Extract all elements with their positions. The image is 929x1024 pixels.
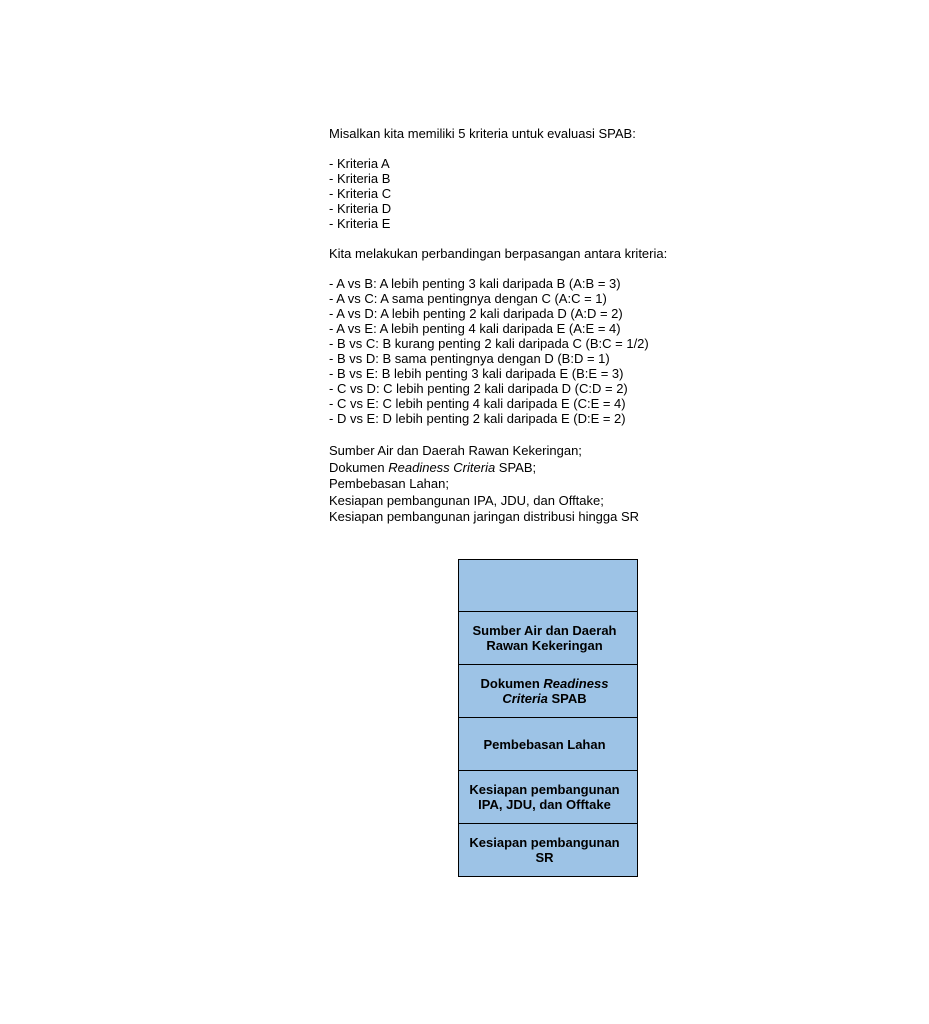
criteria-name-3: Pembebasan Lahan;	[329, 476, 449, 491]
comparison-intro: Kita melakukan perbandingan berpasangan antara kriteria:	[329, 246, 668, 261]
pair-b-e: - B vs E: B lebih penting 3 kali daripada E (B:E = 3)	[329, 366, 624, 381]
criteria-item-a: - Kriteria A	[329, 156, 390, 171]
criteria-item-c: - Kriteria C	[329, 186, 392, 201]
table-cell-ipa-jdu[interactable]: Kesiapan pembangunan IPA, JDU, dan Offtake	[458, 771, 638, 824]
criteria-name-2: Dokumen Readiness Criteria SPAB;	[329, 459, 537, 475]
criteria-item-e: - Kriteria E	[329, 216, 391, 231]
criteria-name-5: Kesiapan pembangunan jaringan distribusi hingga SR	[329, 509, 640, 524]
intro-line: Misalkan kita memiliki 5 kriteria untuk evaluasi SPAB:	[329, 126, 636, 141]
criteria-table	[458, 559, 638, 877]
pair-d-e: - D vs E: D lebih penting 2 kali daripada E (D:E = 2)	[329, 411, 626, 426]
pair-a-e: - A vs E: A lebih penting 4 kali daripada E (A:E = 4)	[329, 321, 621, 336]
criteria-item-b: - Kriteria B	[329, 171, 391, 186]
table-cell-sumber-air[interactable]: Sumber Air dan Daerah Rawan Kekeringan	[458, 612, 638, 665]
pair-c-d: - C vs D: C lebih penting 2 kali daripada D (C:D = 2)	[329, 381, 628, 396]
pair-b-d: - B vs D: B sama pentingnya dengan D (B:D = 1)	[329, 351, 610, 366]
table-header-cell[interactable]	[458, 559, 638, 612]
pair-b-c: - B vs C: B kurang penting 2 kali daripada C (B:C = 1/2)	[329, 336, 649, 351]
pair-c-e: - C vs E: C lebih penting 4 kali daripada E (C:E = 4)	[329, 396, 626, 411]
criteria-name-4: Kesiapan pembangunan IPA, JDU, dan Offtake;	[329, 492, 604, 508]
pair-a-d: - A vs D: A lebih penting 2 kali daripada D (A:D = 2)	[329, 306, 623, 321]
table-cell-sr[interactable]: Kesiapan pembangunan SR	[458, 824, 638, 877]
table-cell-dokumen[interactable]: Dokumen Readiness Criteria SPAB	[458, 665, 638, 718]
pair-a-b: - A vs B: A lebih penting 3 kali daripada B (A:B = 3)	[329, 276, 621, 291]
criteria-names-list	[329, 443, 929, 526]
criteria-name-1: Sumber Air dan Daerah Rawan Kekeringan;	[329, 443, 582, 458]
criteria-item-d: - Kriteria D	[329, 201, 392, 216]
table-cell-pembebasan-lahan[interactable]: Pembebasan Lahan	[458, 718, 638, 771]
intro-section	[329, 126, 929, 426]
pair-a-c: - A vs C: A sama pentingnya dengan C (A:C = 1)	[329, 291, 607, 306]
